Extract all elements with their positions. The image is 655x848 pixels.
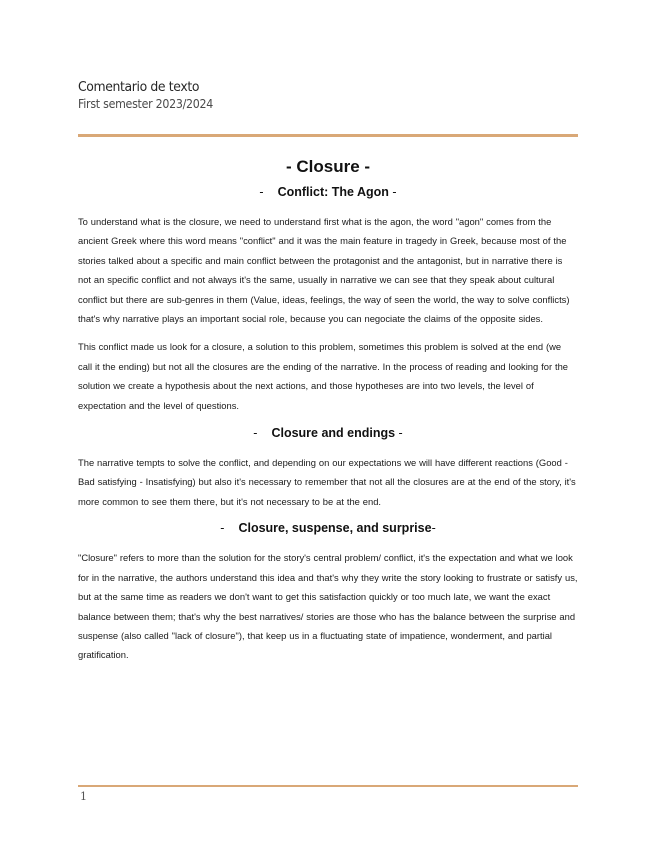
document-title: - Closure - — [285, 157, 371, 176]
section-heading-closure-endings — [78, 425, 578, 441]
section-heading-conflict — [78, 184, 578, 200]
heading-bullet: - — [253, 426, 258, 441]
page-number: 1 — [80, 790, 87, 803]
document-body — [78, 156, 578, 665]
paragraph: This conflict made us look for a closure, a solution to this problem, sometimes this problem is solved at the end (we call it the ending) but not all the closures are the ending of the narrative. In the process of reading and looking for the solution we create a hypothesis about the next actions, and those hypotheses are into two levels, the level of expectation and the level of questions. — [78, 341, 569, 411]
paragraph: To understand what is the closure, we need to understand first what is the agon, the word "agon" comes from the ancient Greek where this word means "conflict" and it was the main feature in tragedy in Greek, because most of the stories talked about a specific and main conflict between the protagonist and the antagonist, but in narrative there is not an specific conflict and not always it's the same, usually in narrative we can see that they speak about cultural conflict but there are sub-genres in them (Value, ideas, feelings, the way of seen the world, the way to solve conflicts) that's why narrative plays an important social role, because you can negociate the claims of the opposite sides. — [78, 216, 570, 325]
section-heading-text: Closure and endings — [271, 426, 396, 441]
header-subtitle: First semester 2023/2024 — [78, 97, 214, 111]
header-divider — [78, 134, 578, 137]
section-heading-text: Conflict: The Agon — [277, 185, 389, 199]
section-heading-suspense-surprise — [78, 520, 578, 536]
section-heading-text: Closure, suspense, and surprise — [238, 521, 432, 536]
heading-tail: - — [431, 521, 436, 536]
heading-bullet: - — [259, 185, 264, 199]
heading-bullet: - — [220, 521, 225, 536]
paragraph: The narrative tempts to solve the conflict, and depending on our expectations we will have different reactions (Good - Bad satisfying - Insatisfying) but also it's necessary to remember that not all the closures are at the end of the story, it's more common to see them there, but it's not necessary to be at the end. — [78, 457, 576, 507]
heading-tail: - — [395, 426, 403, 441]
heading-tail: - — [388, 185, 397, 199]
footer-divider — [78, 785, 578, 787]
paragraph: "Closure" refers to more than the solution for the story's central problem/ conflict, it's the expectation and what we look for in the narrative, the authors understand this idea and that's why they write the story looking to frustrate or satisfy us, but at the same time as readers we don't want to get this satisfaction quickly or too much late, we want the exact balance between them; that's why the best narratives/ stories are those who has the balance between the surprise and suspense (also called "lack of closure"), that keep us in a fluctuating state of impatience, wonderment, and partial gratification. — [78, 552, 578, 661]
header-title: Comentario de texto — [78, 79, 200, 95]
page-header — [78, 78, 578, 113]
